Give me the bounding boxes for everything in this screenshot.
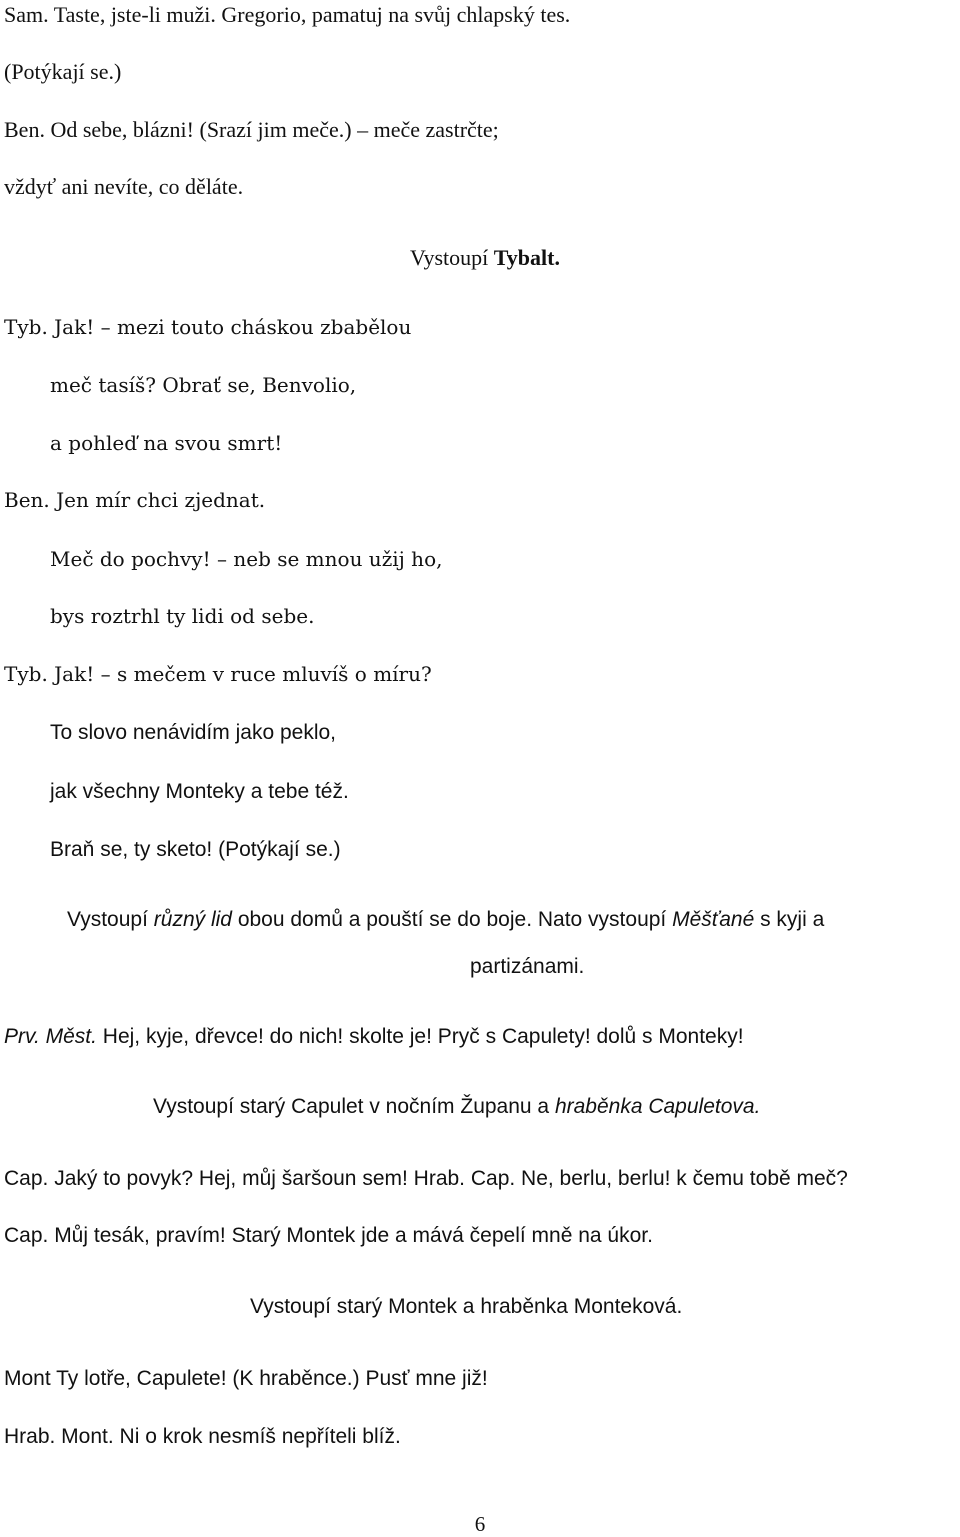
text-line: bys roztrhl ty lidi od sebe. — [50, 604, 315, 628]
text-line: Cap. Můj tesák, pravím! Starý Montek jde a mává čepelí mně na úkor. — [4, 1224, 653, 1247]
text-line: Tyb. Jak! – mezi touto cháskou zbabělou — [4, 315, 412, 339]
stage-direction-italic: různý lid — [153, 908, 232, 931]
stage-direction — [410, 245, 560, 271]
text-line: Mont Ty lotře, Capulete! (K hraběnce.) Pusť mne již! — [4, 1367, 488, 1390]
speaker-name: Prv. Měst. — [4, 1025, 97, 1048]
text-line: Ben. Od sebe, blázni! (Srazí jim meče.) – meče zastrčte; — [4, 117, 499, 142]
text-line: Braň se, ty sketo! (Potýkají se.) — [50, 838, 341, 861]
character-name: Tybalt. — [493, 245, 560, 270]
stage-direction-text: Vystoupí starý Capulet v nočním Županu a — [153, 1095, 555, 1118]
stage-direction-italic: Měšťané — [672, 908, 755, 931]
stage-direction — [153, 1094, 760, 1120]
text-line: Meč do pochvy! – neb se mnou užij ho, — [50, 547, 443, 571]
text-line — [4, 1024, 744, 1050]
text-line: Cap. Jaký to povyk? Hej, můj šaršoun sem! Hrab. Cap. Ne, berlu, berlu! k čemu tobě meč? — [4, 1167, 848, 1190]
text-line: meč tasíš? Obrať se, Benvolio, — [50, 373, 357, 397]
text-line: Tyb. Jak! – s mečem v ruce mluvíš o míru? — [4, 662, 432, 686]
stage-direction-text: s kyji a — [754, 908, 825, 931]
text-line: To slovo nenávidím jako peklo, — [50, 721, 336, 744]
stage-direction: partizánami. — [470, 955, 585, 978]
text-line: Ben. Jen mír chci zjednat. — [4, 488, 266, 512]
page-number: 6 — [474, 1512, 486, 1536]
speech-text: Hej, kyje, dřevce! do nich! skolte je! Pryč s Capulety! dolů s Monteky! — [96, 1025, 744, 1048]
text-line: a pohleď na svou smrt! — [50, 431, 283, 455]
stage-direction-text: Vystoupí — [410, 245, 494, 270]
stage-direction: Vystoupí starý Montek a hraběnka Monteková. — [250, 1295, 683, 1318]
text-line: jak všechny Monteky a tebe též. — [50, 780, 349, 803]
stage-direction-text: Vystoupí — [67, 908, 154, 931]
stage-direction-italic: hraběnka Capuletova. — [554, 1095, 761, 1118]
stage-direction: (Potýkají se.) — [4, 59, 122, 84]
stage-direction — [67, 907, 824, 933]
stage-direction-text: obou domů a pouští se do boje. Nato vystoupí — [231, 908, 673, 931]
text-line: Sam. Taste, jste-li muži. Gregorio, pamatuj na svůj chlapský tes. — [4, 2, 571, 27]
text-line: vždyť ani nevíte, co děláte. — [4, 174, 244, 199]
text-line: Hrab. Mont. Ni o krok nesmíš nepříteli blíž. — [4, 1425, 401, 1448]
